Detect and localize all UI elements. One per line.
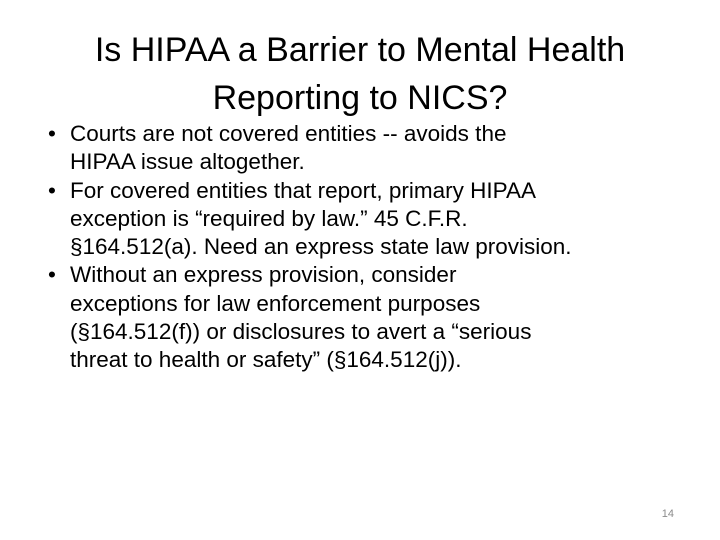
bullet-item bbox=[48, 177, 698, 262]
bullet-icon: • bbox=[48, 177, 56, 203]
bullet-line: §164.512(a). Need an express state law provision. bbox=[70, 234, 572, 260]
bullet-line: threat to health or safety” (§164.512(j)). bbox=[70, 347, 462, 373]
bullet-item bbox=[48, 120, 698, 177]
bullet-line: Without an express provision, consider bbox=[70, 262, 457, 288]
slide-title bbox=[40, 26, 680, 122]
bullet-line: exceptions for law enforcement purposes bbox=[70, 290, 481, 316]
bullet-list bbox=[48, 120, 698, 375]
bullet-icon: • bbox=[48, 262, 56, 288]
bullet-icon: • bbox=[48, 121, 56, 146]
bullet-line: (§164.512(f)) or disclosures to avert a “serious bbox=[70, 319, 532, 345]
bullet-line: Courts are not covered entities -- avoids the bbox=[70, 121, 507, 146]
title-line: Reporting to NICS? bbox=[212, 79, 508, 117]
bullet-line: exception is “required by law.” 45 C.F.R. bbox=[70, 205, 468, 231]
bullet-line: HIPAA issue altogether. bbox=[70, 149, 305, 175]
bullet-item bbox=[48, 261, 698, 374]
title-line: Is HIPAA a Barrier to Mental Health bbox=[94, 31, 626, 69]
page-number: 14 bbox=[661, 508, 674, 520]
bullet-line: For covered entities that report, primary HIPAA bbox=[70, 177, 537, 203]
